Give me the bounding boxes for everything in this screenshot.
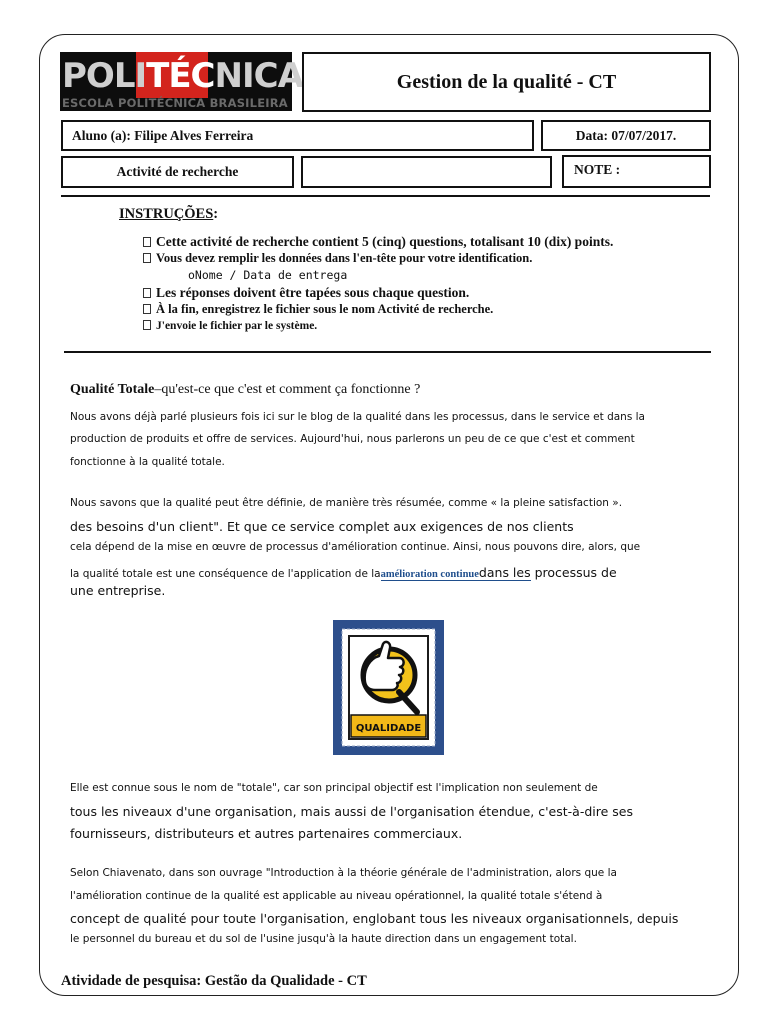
paragraph-line: l'amélioration continue de la qualité est applicable au niveau opérationnel, la qualité totale s'étend à bbox=[70, 890, 603, 902]
paragraph-line: Selon Chiavenato, dans son ouvrage "Introduction à la théorie générale de l'administration, alors que la bbox=[70, 867, 617, 879]
article-title: Qualité Totale–qu'est-ce que c'est et comment ça fonctionne ? bbox=[70, 382, 421, 397]
paragraph-line: Nous savons que la qualité peut être définie, de manière très résumée, comme « la pleine satisfaction ». bbox=[70, 497, 623, 509]
checkbox-icon bbox=[143, 304, 151, 314]
paragraph-line: concept de qualité pour toute l'organisation, englobant tous les niveaux organisationnels, depuis bbox=[70, 911, 679, 926]
blank-field bbox=[301, 156, 552, 188]
paragraph-line: Nous avons déjà parlé plusieurs fois ici sur le blog de la qualité dans les processus, dans le service et dans la bbox=[70, 411, 645, 423]
document-title: Gestion de la qualité - CT bbox=[302, 52, 711, 112]
divider-top bbox=[61, 195, 710, 197]
paragraph-line: des besoins d'un client". Et que ce service complet aux exigences de nos clients bbox=[70, 519, 574, 534]
instruction-item: À la fin, enregistrez le fichier sous le nom Activité de recherche. bbox=[143, 301, 613, 318]
qualidade-stamp-image bbox=[333, 620, 444, 755]
divider-bottom bbox=[64, 351, 711, 353]
instruction-item: J'envoie le fichier par le système. bbox=[143, 318, 613, 335]
note-field: NOTE : bbox=[562, 155, 711, 188]
checkbox-icon bbox=[143, 253, 151, 263]
instructions-list bbox=[143, 233, 613, 335]
paragraph-line: Elle est connue sous le nom de "totale", car son principal objectif est l'implication non seulement de bbox=[70, 782, 598, 794]
instruction-item: Cette activité de recherche contient 5 (cinq) questions, totalisant 10 (dix) points. bbox=[143, 233, 613, 250]
paragraph-line: cela dépend de la mise en œuvre de processus d'amélioration continue. Ainsi, nous pouvons dire, alors, que bbox=[70, 541, 641, 553]
paragraph-line: fonctionne à la qualité totale. bbox=[70, 456, 225, 468]
politecnica-logo bbox=[60, 52, 303, 111]
logo-subtitle: ESCOLA POLITÉCNICA BRASILEIRA bbox=[62, 96, 288, 110]
instruction-subitem: oNome / Data de entrega bbox=[188, 268, 348, 282]
paragraph-line: production de produits et offre de services. Aujourd'hui, nous parlerons un peu de ce que c'est et comment bbox=[70, 433, 635, 445]
instruction-item: Les réponses doivent être tapées sous chaque question. bbox=[143, 284, 613, 301]
link-amelioration-continue[interactable]: amélioration continue bbox=[380, 569, 479, 580]
logo-wordmark: POLITÉCNICA bbox=[62, 56, 303, 96]
footer-text: Atividade de pesquisa: Gestão da Qualidade - CT bbox=[61, 973, 367, 989]
date-field: Data: 07/07/2017. bbox=[541, 120, 711, 151]
paragraph-line: la qualité totale est une conséquence de l'application de laamélioration continuedans les processus de bbox=[70, 565, 617, 580]
paragraph-line: une entreprise. bbox=[70, 583, 166, 598]
instruction-item: Vous devez remplir les données dans l'en-tête pour votre identification. bbox=[143, 250, 613, 267]
paragraph-line: le personnel du bureau et du sol de l'usine jusqu'à la haute direction dans un engagement total. bbox=[70, 933, 577, 945]
activity-field: Activité de recherche bbox=[61, 156, 294, 188]
paragraph-line: fournisseurs, distributeurs et autres partenaires commerciaux. bbox=[70, 826, 463, 841]
instructions-title: INSTRUÇÕES: bbox=[119, 206, 219, 222]
student-name-field: Aluno (a): Filipe Alves Ferreira bbox=[61, 120, 534, 151]
qualidade-label: QUALIDADE bbox=[355, 723, 422, 734]
checkbox-icon bbox=[143, 320, 151, 330]
checkbox-icon bbox=[143, 237, 151, 247]
checkbox-icon bbox=[143, 288, 151, 298]
paragraph-line: tous les niveaux d'une organisation, mais aussi de l'organisation étendue, c'est-à-dire ses bbox=[70, 804, 633, 819]
